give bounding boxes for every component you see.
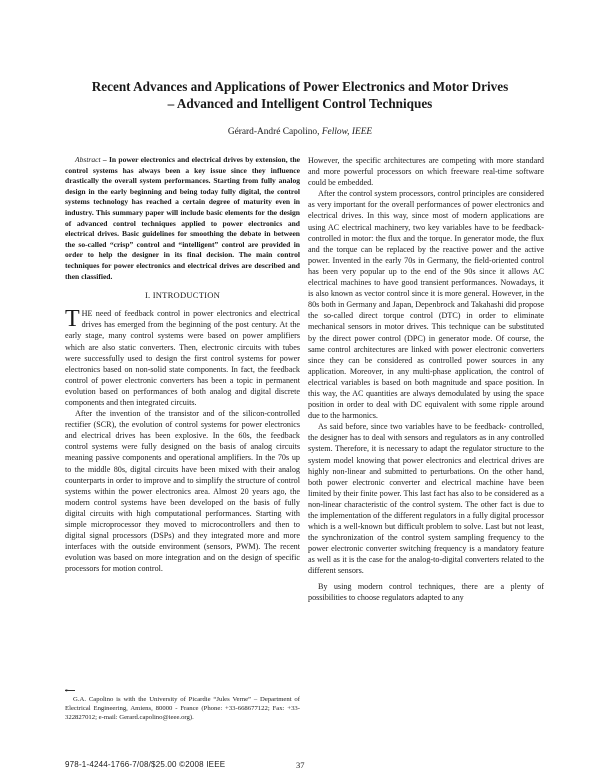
footnote-mark: *	[65, 688, 69, 696]
left-column	[65, 155, 300, 574]
right-paragraph-1: However, the specific architectures are competing with more standard and more powerful processors on which freeware real-time software could be embedded.	[308, 156, 544, 188]
drop-cap: T	[65, 306, 80, 333]
title-line-2: – Advanced and Intelligent Control Techniques	[167, 96, 433, 111]
author-line	[100, 127, 500, 137]
abstract-label: Abstract	[75, 155, 101, 164]
footnote-rule	[65, 690, 75, 691]
footer-isbn: 978-1-4244-1766-7/08/$25.00 ©2008 IEEE	[65, 760, 226, 769]
intro-paragraph-1-text: HE need of feedback control in power electronics and electrical drives has emerged from the beginning of the post century. At the early stage, many control systems were based on power amplifiers which are also static converters. Then, electronic circuits with tubes were successfully used to design the first control systems for power electronics based on non-solid state components. In fact, the feedback control of power electronic converters has been a topic in permanent evolution based on performances of both analog and digital discrete components and then integrated circuits.	[65, 309, 300, 407]
intro-paragraph-1	[65, 308, 300, 408]
right-paragraph-3: As said before, since two variables have to be feedback- controlled, the designer has to deal with sensors and regulators as in any controlled system. Therefore, it is necessary to adapt the regulator structure to the system model knowing that power electronics and electrical drives are highly non-linear and submitted to perturbations. On the other hand, both power electronic converter and electrical machine have been limited by their finite power. This last fact has also to be considered as a non-linear characteristic of the control system. The other fact is due to the implementation of the different regulators in a fully digital processor which is a well-known but difficult problem to solve. Last but not least, the synchronization of the control system sampling frequency to the power electronic converter switching frequency is a mandatory feature as well as it is the case for the analog-to-digital converters related to the different sensors.	[308, 422, 544, 576]
author-name: Gérard-André Capolino,	[227, 127, 320, 137]
author-grade: Fellow, IEEE	[321, 127, 373, 137]
author-footnote: G.A. Capolino is with the University of Picardie “Jules Verne” – Department of Electrical Engineering, Amiens, 80000 - France (Phone: +33-668677122; Fax: +33-322827012; e-mail: Gerard.capolino@ieee.org).	[65, 696, 300, 721]
right-paragraph-4: By using modern control techniques, there are a plenty of possibilities to choose regulators adapted to any	[308, 581, 544, 602]
abstract-text: – In power electronics and electrical drives by extension, the control systems has always been a key issue since they influence drastically the overall system performances. Starting from fully analog design in the early beginning and being today fully digital, the control systems technology has reached a certain degree of maturity even in industry. This summary paper will include basic elements for the design of advanced control techniques applied to power electronics and electrical drives. Basic guidelines for smoothing the debate in between the so-called “crisp” control and “intelligent” control are provided in order to help the designer in its final decision. The main control techniques for power electronics and electrical drives are described and then classified.	[65, 155, 300, 281]
intro-paragraph-2: After the invention of the transistor and of the silicon-controlled rectifier (SCR), the evolution of control systems for power electronics and electrical drives has been explosive. In the 60s, the feedback control systems were fully designed on the basis of analog circuits meaning passive components and operational amplifiers. In the 70s up to the middle 80s, digital circuits have been mixed with their analog counterparts in order to improve and to simplify the structure of control systems within the power electronics area. Almost 20 years ago, the modern control systems have been developed on the basis of fully digital circuits with high computational performances. Starting with simple microprocessor they moved to microcontrollers and then to digital signal processors (DSPs) and they integrated more and more interfaces with the outside environment (sensors, PWM). The recent evolution was based on more integration and on the design of specific processors for motion control.	[65, 409, 300, 574]
abstract	[65, 155, 300, 282]
paper-title	[60, 78, 540, 112]
page-number: 37	[296, 760, 305, 770]
right-column	[308, 155, 544, 603]
right-paragraph-2: After the control system processors, control principles are considered as very important for the overall performances of power electronics and electrical drives. In this way, since most of modern applications are using AC electrical machinery, two key variables have to be feedback-controlled in motor: the flux and the torque. In generator mode, the flux and the torque can be replaced by the reactive power and the active power. Invented in the early 70s in Germany, the field-oriented control has been very popular up to the end of the 90s since it allows AC electrical machines to have good transient performances. Nowadays, it is also known as vector control since it is more general. However, in the 80s both in Germany and Japan, Depenbrock and Takahashi did propose the so-called direct torque control (DTC) in order to eliminate mechanical sensors in motor drives. This technique can be substituted by the direct power control (DPC) in generator mode. Of course, the same control architectures are linked with power electronic converters since they can be considered as controlled power sources in any application. Moreover, in any multi-phase application, the control of electrical variables is based on both magnitude and space position. In this way, the AC quantities are always demodulated by using the space position in order to deal with DC equivalent with some ripple around due to the harmonics.	[308, 189, 544, 421]
title-line-1: Recent Advances and Applications of Power Electronics and Motor Drives	[91, 79, 509, 94]
section-heading: I. INTRODUCTION	[144, 290, 221, 301]
